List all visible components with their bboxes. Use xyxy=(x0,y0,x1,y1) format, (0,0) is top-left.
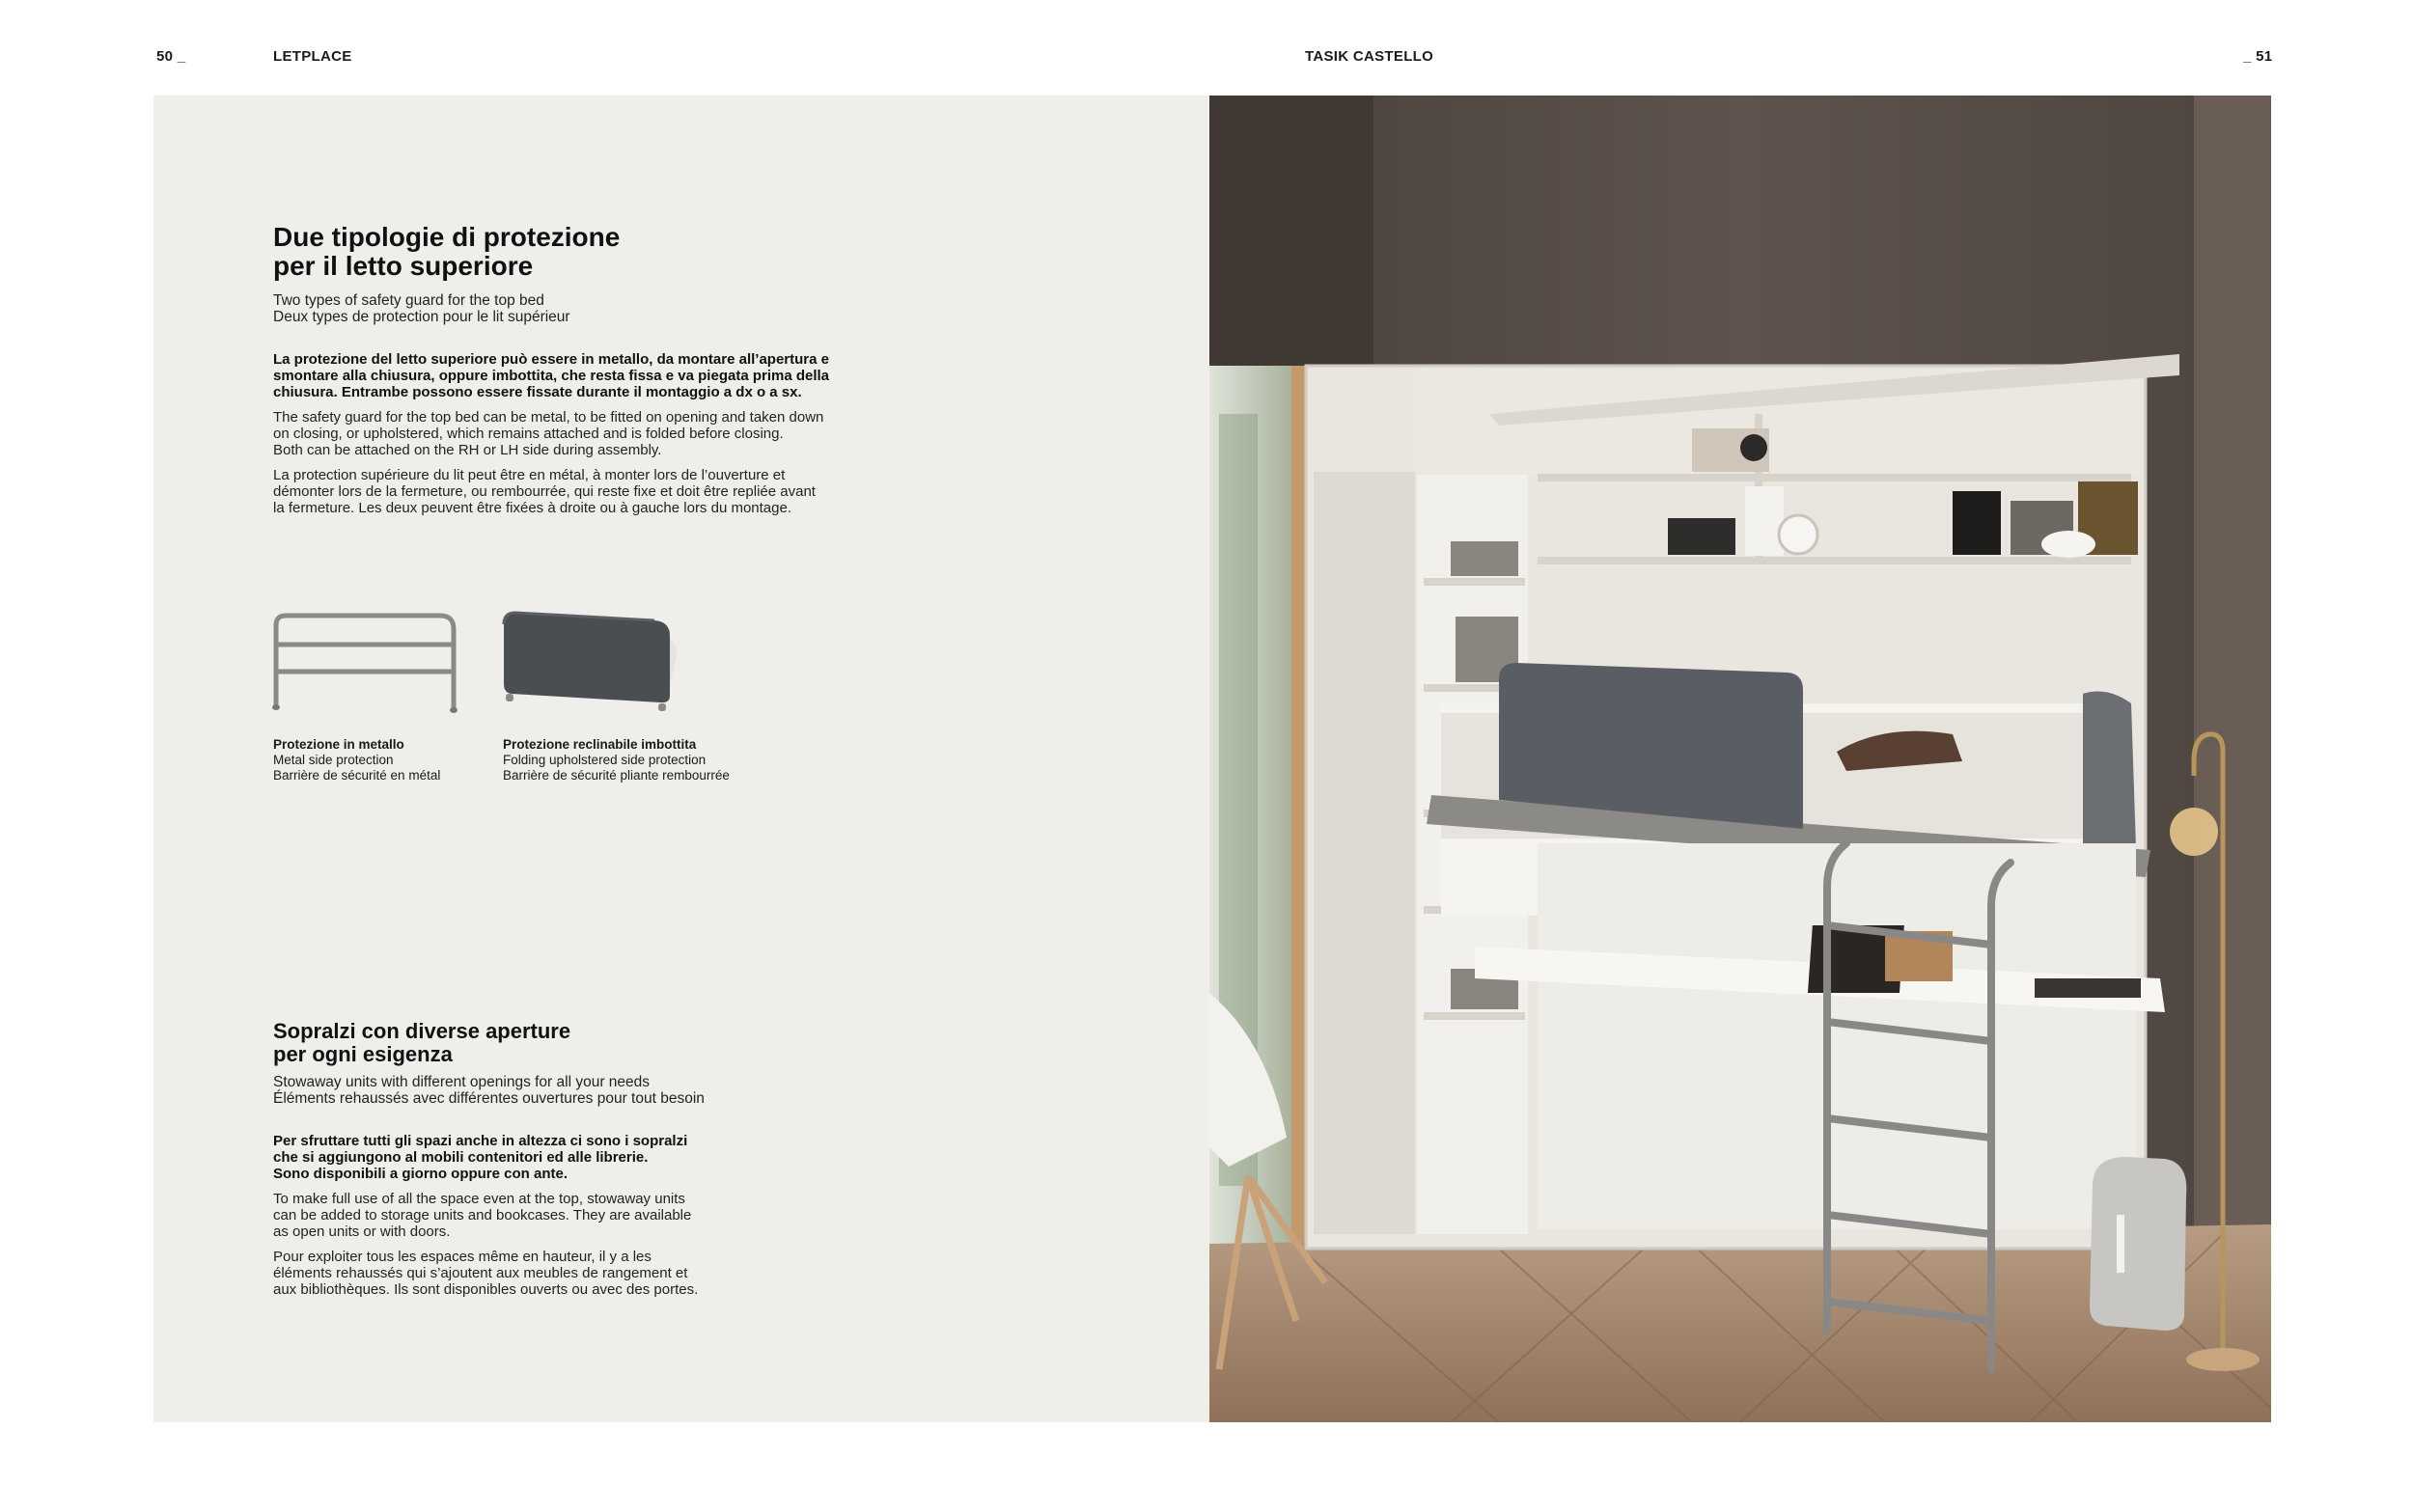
section2-italian-text: Per sfruttare tutti gli spazi anche in altezza ci sono i sopralzi che si aggiungono al mobili contenitori ed alle librerie. Sono disponibili a giorno oppure con ante. xyxy=(273,1133,688,1182)
section1-subtitle: Two types of safety guard for the top bed Deux types de protection pour le lit supérieur xyxy=(273,292,570,325)
upholstered-guard-caption: Protezione reclinabile imbottita Folding upholstered side protection Barrière de sécurité pliante rembourrée xyxy=(503,737,730,783)
section1-italian-text: La protezione del letto superiore può essere in metallo, da montare all’apertura e smontare alla chiusura, oppure imbottita, che resta fissa e va piegata prima della chiusura. Entrambe possono essere fissate durante il montaggio a dx o a sx. xyxy=(273,351,830,400)
header-brand-right: TASIK CASTELLO xyxy=(1305,48,1434,65)
section2-english-text: To make full use of all the space even at the top, stowaway units can be added to storage units and bookcases. They are available as open units or with doors. xyxy=(273,1191,692,1240)
metal-guard-image xyxy=(270,608,463,719)
section-safety-guard xyxy=(273,223,968,516)
left-page-panel xyxy=(153,96,1209,1422)
room-illustration xyxy=(1209,96,2271,1422)
section2-title: Sopralzi con diverse aperture per ogni esigenza xyxy=(273,1019,571,1066)
section1-english-text: The safety guard for the top bed can be metal, to be fitted on opening and taken down on closing, or upholstered, which remains attached and is folded before closing. Both can be attached on the RH or LH side during assembly. xyxy=(273,409,824,458)
metal-guard-caption: Protezione in metallo Metal side protection Barrière de sécurité en métal xyxy=(273,737,441,783)
page-number-left: 50 _ xyxy=(156,48,186,65)
header-brand-left: LETPLACE xyxy=(273,48,352,65)
section-stowaway-units xyxy=(273,1020,852,1298)
bunk-bed-room-photo xyxy=(1209,96,2271,1422)
section1-title: Due tipologie di protezione per il letto superiore xyxy=(273,222,621,281)
upholstered-guard-image xyxy=(500,607,693,718)
page-number-right: _ 51 xyxy=(2243,48,2273,65)
section1-french-text: La protection supérieure du lit peut être en métal, à monter lors de l’ouverture et démonter lors de la fermeture, ou rembourrée, qui reste fixe et doit être repliée avant la fermeture. Les deux peuvent être fixées à droite ou à gauche lors du montage. xyxy=(273,467,816,516)
section2-subtitle: Stowaway units with different openings for all your needs Éléments rehaussés avec différentes ouvertures pour tout besoin xyxy=(273,1074,705,1107)
section2-french-text: Pour exploiter tous les espaces même en hauteur, il y a les éléments rehaussés qui s’ajoutent aux meubles de rangement et aux bibliothèques. Ils sont disponibles ouverts ou avec des portes. xyxy=(273,1249,699,1298)
